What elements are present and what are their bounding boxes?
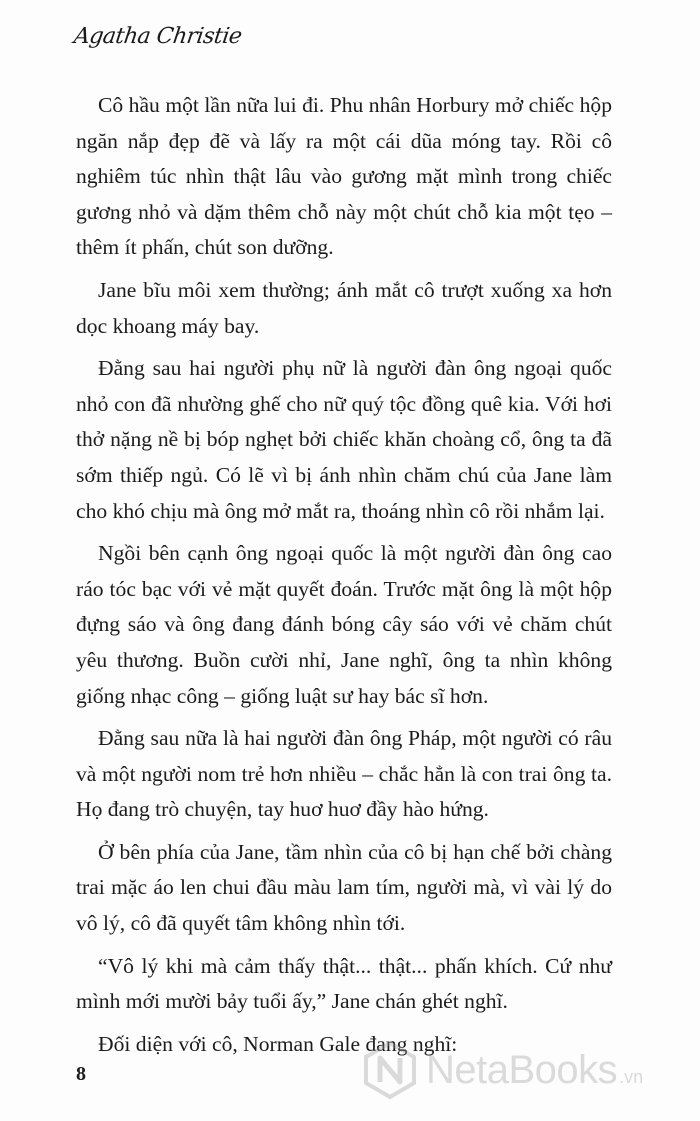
watermark-suffix: .vn xyxy=(619,1066,644,1087)
paragraph: Cô hầu một lần nữa lui đi. Phu nhân Horbury mở chiếc hộp ngăn nắp đẹp đẽ và lấy ra một cái dũa móng tay. Rồi cô nghiêm túc nhìn thật lâu vào gương mặt mình trong chiếc gương nhỏ và dặm thêm chỗ này một chút chỗ kia một tẹo – thêm ít phấn, chút son dưỡng. xyxy=(76,93,612,260)
watermark-brand: NetaBooks xyxy=(426,1047,618,1092)
paragraph: Jane bĩu môi xem thường; ánh mắt cô trượt xuống xa hơn dọc khoang máy bay. xyxy=(76,277,612,338)
paragraph: Đằng sau nữa là hai người đàn ông Pháp, một người có râu và một người nom trẻ hơn nhiều – chắc hẳn là con trai ông ta. Họ đang trò chuyện, tay huơ huơ đầy hào hứng. xyxy=(76,726,612,822)
paragraph: “Vô lý khi mà cảm thấy thật... thật... phấn khích. Cứ như mình mới mười bảy tuổi ấy,” Jane chán ghét nghĩ. xyxy=(76,953,612,1014)
author-signature: Agatha Christie xyxy=(72,24,244,49)
paragraph: Đối diện với cô, Norman Gale đang nghĩ: xyxy=(98,1031,458,1056)
paragraph: Ngồi bên cạnh ông ngoại quốc là một người đàn ông cao ráo tóc bạc với vẻ mặt quyết đoán. Trước mặt ông là một hộp đựng sáo và ông đang đánh bóng cây sáo với vẻ chăm chút yêu thương. Buồn cười nhỉ, Jane nghĩ, ông ta nhìn không giống nhạc công – giống luật sư hay bác sĩ hơn. xyxy=(76,541,612,708)
watermark xyxy=(360,1030,643,1110)
paragraph: Ở bên phía của Jane, tầm nhìn của cô bị hạn chế bởi chàng trai mặc áo len chui đầu màu lam tím, người mà, vì vài lý do vô lý, cô đã quyết tâm không nhìn tới. xyxy=(76,839,612,936)
page-number: 8 xyxy=(76,1063,86,1085)
paragraph: Đằng sau hai người phụ nữ là người đàn ông ngoại quốc nhỏ con đã nhường ghế cho nữ quý tộc đồng quê kia. Với hơi thở nặng nề bị bóp nghẹt bởi chiếc khăn choàng cổ, ông ta đã sớm thiếp ngủ. Có lẽ vì bị ánh nhìn chăm chú của Jane làm cho khó chịu mà ông mở mắt ra, thoáng nhìn cô rồi nhắm lại. xyxy=(76,356,612,523)
body-text xyxy=(76,88,612,1069)
netabooks-logo-icon xyxy=(360,1040,420,1100)
